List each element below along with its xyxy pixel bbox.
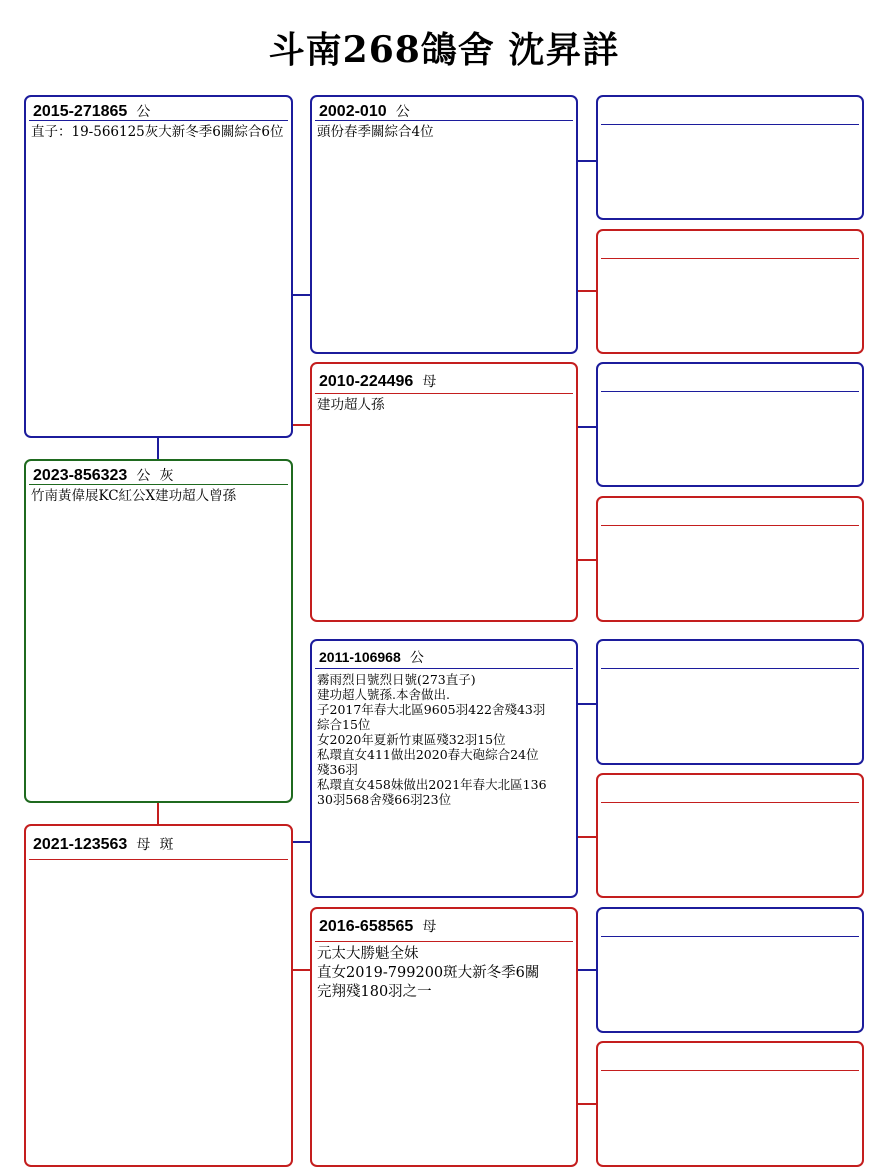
page-title: 斗南268鴿舍 沈昇詳	[268, 29, 620, 71]
dam-dam-ring: 2016-658565	[319, 918, 414, 935]
ggp-card-8	[596, 1041, 864, 1167]
subject-notes	[26, 485, 291, 505]
ggp-card-4	[596, 496, 864, 622]
dam-dam-note: 直女2019-799200斑大新冬季6關	[317, 965, 540, 981]
ggp-header-2	[601, 231, 859, 259]
dam-card	[24, 824, 293, 1167]
ggp-card-3	[596, 362, 864, 487]
sire-notes	[26, 121, 291, 141]
connector-g3-1	[576, 160, 598, 162]
connector-subject-dam	[157, 801, 159, 826]
dam-sire-note: 30羽568舍殘66羽23位	[317, 792, 452, 807]
dam-ring: 2021-123563	[33, 836, 128, 853]
subject-sex: 公	[136, 468, 151, 484]
connector-g3-2	[576, 290, 598, 292]
subject-card	[24, 459, 293, 803]
sire-ring: 2015-271865	[33, 103, 128, 120]
sire-card	[24, 95, 293, 438]
dam-dam-note: 元太大勝魁全妹	[317, 946, 419, 962]
subject-color: 灰	[159, 468, 174, 484]
ggp-card-7	[596, 907, 864, 1033]
sire-dam-sex: 母	[422, 374, 437, 390]
sire-sire-note: 頭份春季關綜合4位	[317, 124, 434, 140]
dam-sire-card	[310, 639, 578, 898]
dam-sire-note: 私環直女411做出2020春大砲綜合24位	[317, 747, 539, 762]
ggp-header-4	[601, 498, 859, 526]
connector-g3-7	[576, 969, 598, 971]
connector-g3-4	[576, 559, 598, 561]
connector-g3-5	[576, 703, 598, 705]
sire-sex: 公	[136, 104, 151, 120]
ggp-card-6	[596, 773, 864, 898]
dam-dam-card	[310, 907, 578, 1167]
dam-color: 斑	[159, 837, 174, 853]
dam-sire-note: 殘36羽	[317, 762, 358, 777]
sire-dam-notes	[312, 394, 576, 414]
connector-g3-8	[576, 1103, 598, 1105]
sire-sire-notes	[312, 121, 576, 141]
sire-dam-ring: 2010-224496	[319, 373, 414, 390]
dam-sire-ring: 2011-106968	[319, 649, 401, 665]
ggp-header-6	[601, 775, 859, 803]
ggp-header-7	[601, 909, 859, 937]
sire-sire-ring: 2002-010	[319, 103, 387, 120]
connector-g3-6	[576, 836, 598, 838]
connector-g3-3	[576, 426, 598, 428]
dam-sire-note: 霧雨烈日號烈日號(273直子)	[317, 672, 476, 687]
dam-dam-header	[315, 909, 573, 942]
subject-note: 竹南黃偉展KC紅公X建功超人曾孫	[31, 488, 237, 504]
dam-dam-sex: 母	[422, 919, 437, 935]
ggp-card-1	[596, 95, 864, 220]
dam-sire-notes	[312, 669, 576, 807]
ggp-card-5	[596, 639, 864, 765]
sire-dam-card	[310, 362, 578, 622]
ggp-header-1	[601, 97, 859, 125]
dam-sire-note: 綜合15位	[317, 717, 371, 732]
ggp-card-2	[596, 229, 864, 354]
sire-sire-header	[315, 97, 573, 121]
ggp-header-8	[601, 1043, 859, 1071]
dam-sex: 母	[136, 837, 151, 853]
sire-sire-sex: 公	[395, 104, 410, 120]
sire-header	[29, 97, 288, 121]
sire-note: 直子：19-566125灰大新冬季6關綜合6位	[31, 124, 284, 140]
dam-sire-note: 私環直女458妹做出2021年春大北區136	[317, 777, 547, 792]
connector-sire-siredam	[291, 424, 312, 426]
dam-sire-note: 子2017年春大北區9605羽422舍殘43羽	[317, 702, 546, 717]
dam-dam-notes	[312, 942, 576, 1002]
sire-dam-note: 建功超人孫	[317, 397, 385, 413]
dam-sire-sex: 公	[409, 650, 424, 666]
dam-sire-note: 女2020年夏新竹東區殘32羽15位	[317, 732, 506, 747]
dam-header	[29, 826, 288, 860]
connector-dam-damsire	[291, 841, 312, 843]
dam-dam-note: 完翔殘180羽之一	[317, 984, 432, 1000]
connector-subject-sire	[157, 436, 159, 461]
sire-sire-card	[310, 95, 578, 354]
subject-header	[29, 461, 288, 485]
ggp-header-5	[601, 641, 859, 669]
sire-dam-header	[315, 364, 573, 394]
connector-dam-damdam	[291, 969, 312, 971]
ggp-header-3	[601, 364, 859, 392]
subject-ring: 2023-856323	[33, 467, 128, 484]
connector-sire-siresire	[291, 294, 312, 296]
dam-sire-header	[315, 641, 573, 669]
dam-sire-note: 建功超人號孫.本舍做出.	[317, 687, 450, 702]
